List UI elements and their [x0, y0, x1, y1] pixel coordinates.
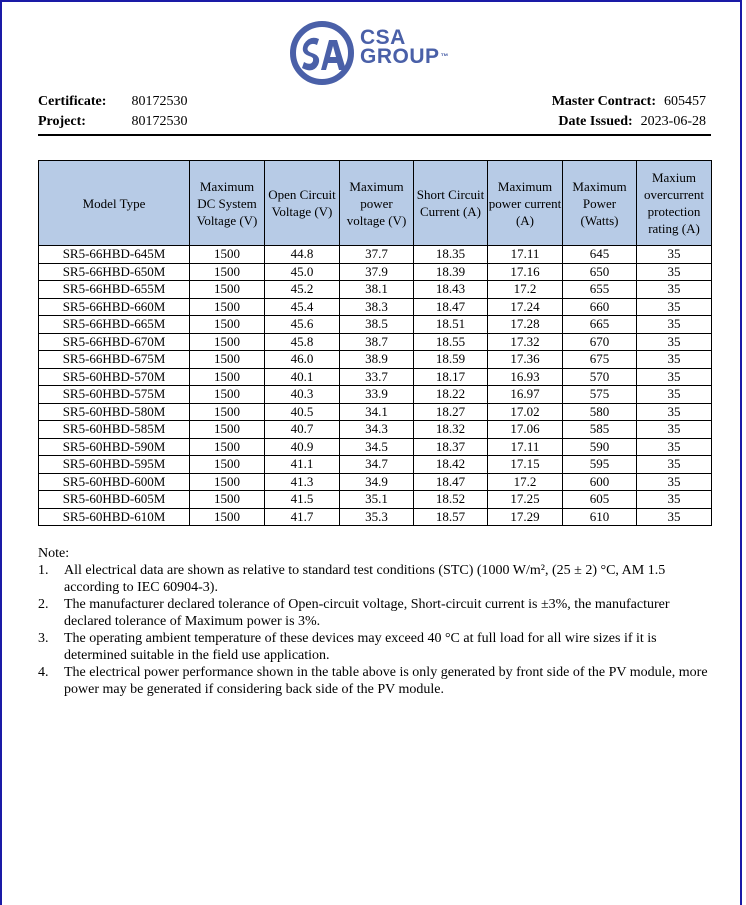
table-row [39, 403, 712, 421]
table-cell: 17.02 [488, 403, 563, 421]
table-cell: 18.47 [414, 473, 488, 491]
table-row [39, 316, 712, 334]
logo-line-csa: CSA [360, 26, 406, 49]
table-cell: 18.39 [414, 263, 488, 281]
table-cell: 41.3 [265, 473, 340, 491]
project-label: Project: [38, 114, 86, 129]
table-cell: 1500 [190, 368, 265, 386]
table-row [39, 386, 712, 404]
note-item [38, 596, 710, 630]
module-ratings-table [38, 160, 712, 526]
table-cell: 38.1 [340, 281, 414, 299]
table-cell: 1500 [190, 438, 265, 456]
table-header-row [39, 161, 712, 246]
table-cell: 18.59 [414, 351, 488, 369]
note-text: The manufacturer declared tolerance of Open-circuit voltage, Short-circuit current is ±3%, the manufacturer declared tolerance of Maximum power is 3%. [64, 597, 670, 629]
table-cell: 585 [563, 421, 637, 439]
table-cell: 45.6 [265, 316, 340, 334]
notes-title: Note: [38, 546, 70, 561]
table-cell: 41.1 [265, 456, 340, 474]
table-cell: 575 [563, 386, 637, 404]
table-cell: 35 [637, 368, 712, 386]
table-row [39, 473, 712, 491]
note-item [38, 630, 710, 664]
table-cell: 1500 [190, 421, 265, 439]
table-cell: 1500 [190, 333, 265, 351]
table-cell: 665 [563, 316, 637, 334]
note-text: The electrical power performance shown in the table above is only generated by front side of the PV module, more power may be generated if considering back side of the PV module. [64, 665, 708, 697]
model-type-cell: SR5-66HBD-675M [39, 351, 190, 369]
table-cell: 35 [637, 491, 712, 509]
column-header: Model Type [39, 161, 190, 246]
header-divider [38, 134, 711, 136]
table-cell: 17.16 [488, 263, 563, 281]
table-cell: 35 [637, 281, 712, 299]
table-cell: 670 [563, 333, 637, 351]
table-cell: 1500 [190, 386, 265, 404]
table-cell: 18.52 [414, 491, 488, 509]
table-cell: 660 [563, 298, 637, 316]
table-cell: 1500 [190, 298, 265, 316]
model-type-cell: SR5-66HBD-650M [39, 263, 190, 281]
table-cell: 35 [637, 351, 712, 369]
table-cell: 1500 [190, 456, 265, 474]
table-cell: 17.2 [488, 473, 563, 491]
table-cell: 35 [637, 386, 712, 404]
table-cell: 18.17 [414, 368, 488, 386]
table-cell: 40.1 [265, 368, 340, 386]
table-cell: 35 [637, 263, 712, 281]
table-cell: 37.9 [340, 263, 414, 281]
table-cell: 34.5 [340, 438, 414, 456]
table-cell: 40.9 [265, 438, 340, 456]
table-cell: 610 [563, 508, 637, 526]
csa-logo-icon [290, 20, 356, 86]
table-cell: 35 [637, 333, 712, 351]
table-cell: 35 [637, 438, 712, 456]
table-cell: 1500 [190, 508, 265, 526]
table-cell: 17.36 [488, 351, 563, 369]
table-row [39, 263, 712, 281]
column-header: Maximum power voltage (V) [340, 161, 414, 246]
table-cell: 45.8 [265, 333, 340, 351]
certificate-label: Certificate: [38, 94, 107, 109]
table-cell: 675 [563, 351, 637, 369]
date-issued-value: 2023-06-28 [640, 114, 706, 129]
date-issued-label: Date Issued: [558, 114, 633, 129]
model-type-cell: SR5-60HBD-600M [39, 473, 190, 491]
table-cell: 40.3 [265, 386, 340, 404]
table-cell: 17.28 [488, 316, 563, 334]
table-row [39, 438, 712, 456]
note-number: 4. [38, 665, 49, 680]
csa-group-logo [290, 20, 470, 86]
table-cell: 34.1 [340, 403, 414, 421]
table-cell: 18.22 [414, 386, 488, 404]
table-row [39, 491, 712, 509]
model-type-cell: SR5-60HBD-605M [39, 491, 190, 509]
table-cell: 38.5 [340, 316, 414, 334]
header-row-2 [38, 112, 710, 132]
table-body [39, 246, 712, 526]
note-number: 1. [38, 563, 49, 578]
table-row [39, 246, 712, 264]
table-cell: 17.11 [488, 438, 563, 456]
table-cell: 35 [637, 473, 712, 491]
table-cell: 17.25 [488, 491, 563, 509]
table-row [39, 508, 712, 526]
column-header: Maximum power current (A) [488, 161, 563, 246]
table-cell: 1500 [190, 491, 265, 509]
table-cell: 45.2 [265, 281, 340, 299]
model-type-cell: SR5-60HBD-585M [39, 421, 190, 439]
table-cell: 18.37 [414, 438, 488, 456]
certificate-header [38, 92, 710, 132]
model-type-cell: SR5-60HBD-595M [39, 456, 190, 474]
table-cell: 16.97 [488, 386, 563, 404]
table-cell: 18.35 [414, 246, 488, 264]
table-cell: 38.3 [340, 298, 414, 316]
model-type-cell: SR5-66HBD-660M [39, 298, 190, 316]
table-cell: 35 [637, 316, 712, 334]
note-text: The operating ambient temperature of these devices may exceed 40 °C at full load for all wire sizes if it is determined suitable in the field use application. [64, 631, 657, 663]
table-cell: 18.32 [414, 421, 488, 439]
table-row [39, 456, 712, 474]
table-cell: 35 [637, 403, 712, 421]
master-contract-value: 605457 [664, 94, 706, 109]
table-cell: 46.0 [265, 351, 340, 369]
table-cell: 41.5 [265, 491, 340, 509]
table-cell: 18.51 [414, 316, 488, 334]
table-row [39, 298, 712, 316]
table-cell: 600 [563, 473, 637, 491]
table-cell: 650 [563, 263, 637, 281]
column-header: Short Circuit Current (A) [414, 161, 488, 246]
table-cell: 1500 [190, 246, 265, 264]
table-row [39, 351, 712, 369]
table-cell: 33.9 [340, 386, 414, 404]
logo-group-text: GROUP [360, 45, 440, 68]
table-cell: 34.9 [340, 473, 414, 491]
table-cell: 45.0 [265, 263, 340, 281]
table-cell: 18.42 [414, 456, 488, 474]
table-cell: 40.5 [265, 403, 340, 421]
column-header: Maximum DC System Voltage (V) [190, 161, 265, 246]
note-number: 3. [38, 631, 49, 646]
table-cell: 35 [637, 508, 712, 526]
model-type-cell: SR5-60HBD-610M [39, 508, 190, 526]
table-cell: 1500 [190, 473, 265, 491]
model-type-cell: SR5-60HBD-575M [39, 386, 190, 404]
table-cell: 40.7 [265, 421, 340, 439]
table-header [39, 161, 712, 246]
model-type-cell: SR5-60HBD-580M [39, 403, 190, 421]
table-cell: 44.8 [265, 246, 340, 264]
table-cell: 45.4 [265, 298, 340, 316]
table-cell: 17.15 [488, 456, 563, 474]
project-value: 80172530 [131, 114, 188, 129]
trademark-symbol: ™ [440, 52, 450, 61]
note-item [38, 664, 710, 698]
model-type-cell: SR5-66HBD-665M [39, 316, 190, 334]
table-cell: 17.06 [488, 421, 563, 439]
table-cell: 38.9 [340, 351, 414, 369]
table-cell: 33.7 [340, 368, 414, 386]
table-cell: 17.2 [488, 281, 563, 299]
table-cell: 1500 [190, 403, 265, 421]
table-cell: 35 [637, 456, 712, 474]
table-cell: 1500 [190, 351, 265, 369]
master-contract-label: Master Contract: [551, 94, 656, 109]
master-contract [552, 92, 706, 112]
table-row [39, 421, 712, 439]
table-cell: 34.3 [340, 421, 414, 439]
table-cell: 570 [563, 368, 637, 386]
column-header: Maximum Power (Watts) [563, 161, 637, 246]
model-type-cell: SR5-66HBD-670M [39, 333, 190, 351]
table-cell: 35 [637, 246, 712, 264]
model-type-cell: SR5-66HBD-645M [39, 246, 190, 264]
table-cell: 17.29 [488, 508, 563, 526]
table-row [39, 281, 712, 299]
column-header: Open Circuit Voltage (V) [265, 161, 340, 246]
table-cell: 34.7 [340, 456, 414, 474]
column-header: Maxium overcurrent protection rating (A) [637, 161, 712, 246]
table-cell: 1500 [190, 281, 265, 299]
table-cell: 35 [637, 421, 712, 439]
header-row-1 [38, 92, 710, 112]
table-cell: 590 [563, 438, 637, 456]
table-cell: 655 [563, 281, 637, 299]
note-item [38, 562, 710, 596]
table-cell: 16.93 [488, 368, 563, 386]
table-cell: 18.55 [414, 333, 488, 351]
table-cell: 645 [563, 246, 637, 264]
notes-list [38, 562, 710, 698]
model-type-cell: SR5-66HBD-655M [39, 281, 190, 299]
table-cell: 17.11 [488, 246, 563, 264]
table-row [39, 368, 712, 386]
table-cell: 580 [563, 403, 637, 421]
certificate-value: 80172530 [131, 94, 188, 109]
note-text: All electrical data are shown as relative to standard test conditions (STC) (1000 W/m², (25 ± 2) °C, AM 1.5 according to IEC 60904-3). [64, 563, 666, 595]
table-cell: 35.3 [340, 508, 414, 526]
table-cell: 37.7 [340, 246, 414, 264]
table-row [39, 333, 712, 351]
table-cell: 18.27 [414, 403, 488, 421]
table-cell: 605 [563, 491, 637, 509]
table-cell: 41.7 [265, 508, 340, 526]
csa-logo-wordmark [360, 28, 449, 66]
table-cell: 595 [563, 456, 637, 474]
table-cell: 18.57 [414, 508, 488, 526]
table-cell: 17.24 [488, 298, 563, 316]
note-number: 2. [38, 597, 49, 612]
date-issued [558, 112, 706, 132]
table-cell: 18.47 [414, 298, 488, 316]
logo-line-group [360, 47, 449, 66]
table-cell: 35.1 [340, 491, 414, 509]
table-cell: 17.32 [488, 333, 563, 351]
table-cell: 18.43 [414, 281, 488, 299]
model-type-cell: SR5-60HBD-570M [39, 368, 190, 386]
table-cell: 1500 [190, 316, 265, 334]
table-cell: 38.7 [340, 333, 414, 351]
model-type-cell: SR5-60HBD-590M [39, 438, 190, 456]
table-cell: 35 [637, 298, 712, 316]
table-cell: 1500 [190, 263, 265, 281]
notes-section [38, 545, 710, 698]
